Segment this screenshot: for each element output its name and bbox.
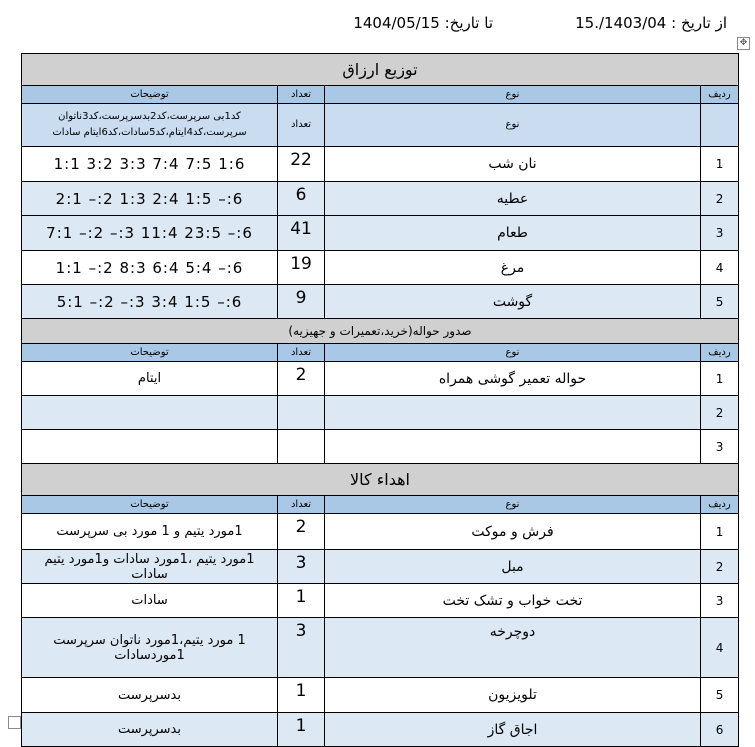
section-title-row	[22, 464, 739, 496]
row-type: طعام	[325, 216, 701, 251]
row-index: 5	[701, 285, 739, 319]
table-row	[22, 216, 739, 251]
row-index: 1	[701, 362, 739, 396]
row-type: دوچرخه	[325, 618, 701, 678]
legend-desc	[22, 104, 278, 147]
from-date-label: از تاریخ :	[671, 14, 727, 32]
row-index: 4	[701, 618, 739, 678]
from-date-field	[575, 14, 727, 32]
row-count: 3	[278, 550, 325, 584]
row-count: 22	[278, 147, 325, 182]
row-desc: 1مورد یتیم ،1مورد سادات و1مورد یتیم سادات	[22, 550, 278, 584]
table-row	[22, 362, 739, 396]
col-header-count: تعداد	[278, 86, 325, 104]
row-desc: بدسرپرست	[22, 713, 278, 747]
section-title-row	[22, 319, 739, 344]
row-index: 2	[701, 182, 739, 216]
row-type: گوشت	[325, 285, 701, 319]
table-row	[22, 713, 739, 747]
legend-row-cell	[701, 104, 739, 147]
row-index: 1	[701, 147, 739, 182]
row-index: 3	[701, 216, 739, 251]
row-desc-line: 1 مورد یتیم،1مورد ناتوان سرپرست	[53, 632, 246, 648]
row-count: 3	[278, 618, 325, 678]
from-date-value: 1403/04/.15	[575, 14, 667, 32]
col-header-desc: توضیحات	[22, 496, 278, 514]
row-count: 19	[278, 251, 325, 285]
row-count: 6	[278, 182, 325, 216]
table-row	[22, 618, 739, 678]
table-row	[22, 251, 739, 285]
row-type: تلویزیون	[325, 678, 701, 713]
legend-desc-line: کد1بی سرپرست،کد2بدسرپرست،کد3ناتوان	[58, 111, 241, 122]
to-date-field	[353, 14, 493, 32]
row-type: اجاق گاز	[325, 713, 701, 747]
row-desc: 6:– 5:4 6:4 8:3 2:– 1:1	[22, 251, 278, 285]
table-row	[22, 430, 739, 464]
table-row	[22, 285, 739, 319]
section-title: توزیع ارزاق	[22, 54, 739, 86]
row-type: عطیه	[325, 182, 701, 216]
legend-row	[22, 104, 739, 147]
col-header-count: تعداد	[278, 496, 325, 514]
row-index: 1	[701, 514, 739, 550]
row-index: 2	[701, 396, 739, 430]
row-index: 6	[701, 713, 739, 747]
row-desc: ایتام	[22, 362, 278, 396]
row-desc: 6:– 23:5 11:4 3:– 2:– 7:1	[22, 216, 278, 251]
col-header-desc: توضیحات	[22, 344, 278, 362]
row-type: فرش و موکت	[325, 514, 701, 550]
row-desc: 1:6 7:5 7:4 3:3 3:2 1:1	[22, 147, 278, 182]
table-row	[22, 147, 739, 182]
to-date-label: تا تاریخ:	[444, 14, 493, 32]
col-header-type: نوع	[325, 496, 701, 514]
column-header-row	[22, 86, 739, 104]
row-desc	[22, 396, 278, 430]
report-table	[21, 53, 739, 747]
row-type: نان شب	[325, 147, 701, 182]
row-count: 1	[278, 713, 325, 747]
row-type: مبل	[325, 550, 701, 584]
col-header-desc: توضیحات	[22, 86, 278, 104]
row-count: 2	[278, 362, 325, 396]
section-title: اهداء کالا	[22, 464, 739, 496]
table-row	[22, 584, 739, 618]
table-row	[22, 550, 739, 584]
column-header-row	[22, 496, 739, 514]
col-header-row: ردیف	[701, 496, 739, 514]
row-type: مرغ	[325, 251, 701, 285]
col-header-count: تعداد	[278, 344, 325, 362]
table-resize-handle-icon[interactable]	[8, 716, 21, 729]
section-title: صدور حواله(خرید،تعمیرات و جهیزیه)	[22, 319, 739, 344]
row-count: 9	[278, 285, 325, 319]
row-desc: سادات	[22, 584, 278, 618]
row-count	[278, 396, 325, 430]
legend-type: نوع	[325, 104, 701, 147]
row-desc: 1مورد یتیم و 1 مورد بی سرپرست	[22, 514, 278, 550]
row-type: حواله تعمیر گوشی همراه	[325, 362, 701, 396]
to-date-value: 1404/05/15	[353, 14, 440, 32]
row-type	[325, 430, 701, 464]
row-desc	[22, 618, 278, 678]
row-desc: 6:– 1:5 3:4 3:– 2:– 5:1	[22, 285, 278, 319]
row-type: تخت خواب و تشک تخت	[325, 584, 701, 618]
row-desc: 6:– 1:5 2:4 1:3 2:– 2:1	[22, 182, 278, 216]
row-desc	[22, 430, 278, 464]
row-index: 4	[701, 251, 739, 285]
col-header-type: نوع	[325, 86, 701, 104]
column-header-row	[22, 344, 739, 362]
section-title-row	[22, 54, 739, 86]
col-header-row: ردیف	[701, 344, 739, 362]
row-index: 2	[701, 550, 739, 584]
row-index: 5	[701, 678, 739, 713]
col-header-type: نوع	[325, 344, 701, 362]
col-header-row: ردیف	[701, 86, 739, 104]
row-count: 41	[278, 216, 325, 251]
row-desc: بدسرپرست	[22, 678, 278, 713]
row-index: 3	[701, 584, 739, 618]
table-move-handle-icon[interactable]: ✥	[737, 37, 750, 50]
legend-desc-line: سرپرست،کد4ایتام،کد5سادات،کد6ایتام سادات	[52, 127, 247, 138]
row-type	[325, 396, 701, 430]
table-row	[22, 396, 739, 430]
table-row	[22, 514, 739, 550]
row-desc-line: 1موردسادات	[114, 647, 185, 663]
row-count: 1	[278, 584, 325, 618]
row-index: 3	[701, 430, 739, 464]
table-row	[22, 678, 739, 713]
row-count: 2	[278, 514, 325, 550]
legend-count: تعداد	[278, 104, 325, 147]
row-count	[278, 430, 325, 464]
row-count: 1	[278, 678, 325, 713]
table-row	[22, 182, 739, 216]
